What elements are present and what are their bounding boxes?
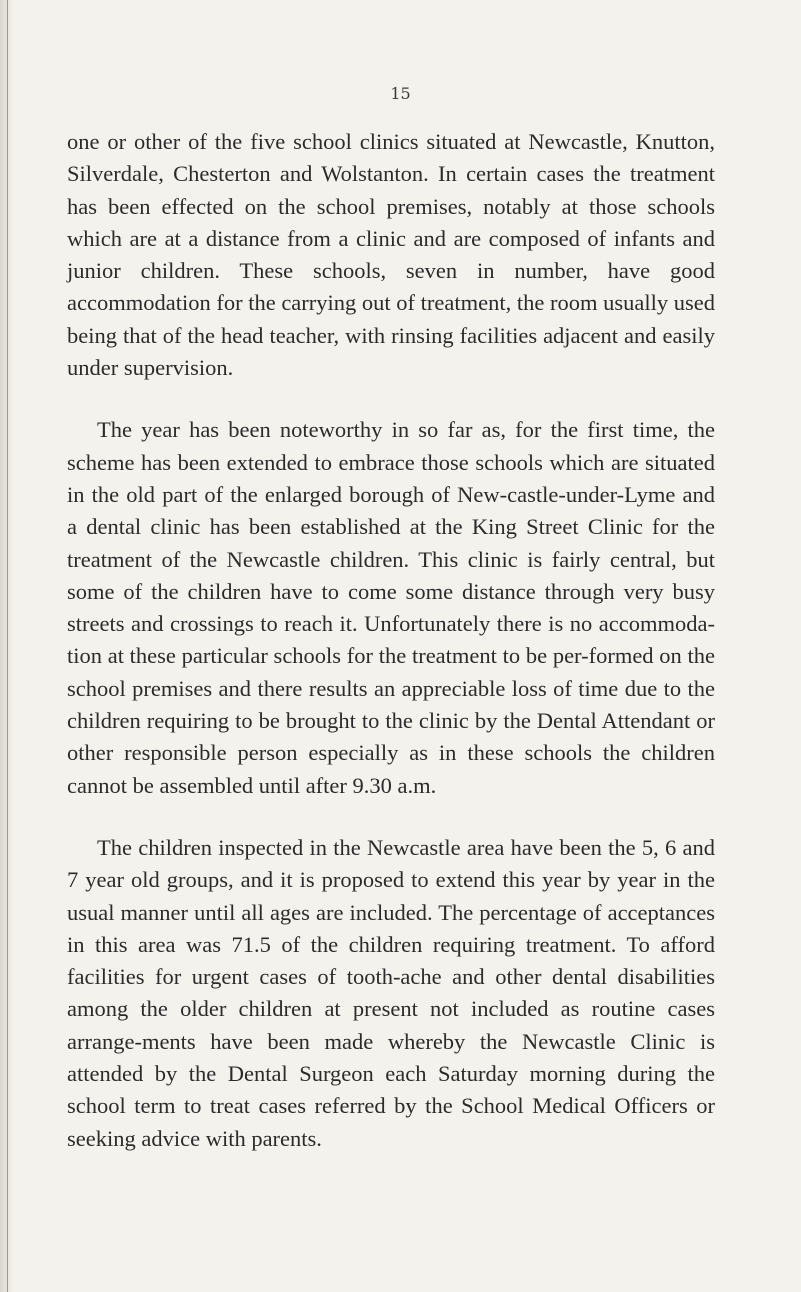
body-text bbox=[67, 126, 715, 1185]
paragraph-2: The year has been noteworthy in so far as, for the first time, the scheme has been extended to embrace those schools which are situated in the old part of the enlarged borough of New-castle-under-Lyme and a dental clinic has been established at the King Street Clinic for the treatment of the Newcastle children. This clinic is fairly central, but some of the children have to come some distance through very busy streets and crossings to reach it. Unfortunately there is no accommoda-tion at these particular schools for the treatment to be per-formed on the school premises and there results an appreciable loss of time due to the children requiring to be brought to the clinic by the Dental Attendant or other responsible person especially as in these schools the children cannot be assembled until after 9.30 a.m. bbox=[67, 417, 715, 798]
page-edge-line bbox=[7, 0, 8, 1292]
page-number: 15 bbox=[390, 84, 411, 103]
paragraph-3: The children inspected in the Newcastle area have been the 5, 6 and 7 year old groups, and it is proposed to extend this year by year in the usual manner until all ages are included. The percentage of acceptances in this area was 71.5 of the children requiring treatment. To afford facilities for urgent cases of tooth-ache and other dental disabilities among the older children at present not included as routine cases arrange-ments have been made whereby the Newcastle Clinic is attended by the Dental Surgeon each Saturday morning during the school term to treat cases referred by the School Medical Officers or seeking advice with parents. bbox=[67, 834, 715, 1151]
paragraph-1: one or other of the five school clinics situated at Newcastle, Knutton, Silverdale, Chesterton and Wolstanton. In certain cases the treatment has been effected on the school premises, notably at those schools which are at a distance from a clinic and are composed of infants and junior children. These schools, seven in number, have good accommodation for the carrying out of treatment, the room usually used being that of the head teacher, with rinsing facilities adjacent and easily under supervision. bbox=[67, 129, 715, 381]
